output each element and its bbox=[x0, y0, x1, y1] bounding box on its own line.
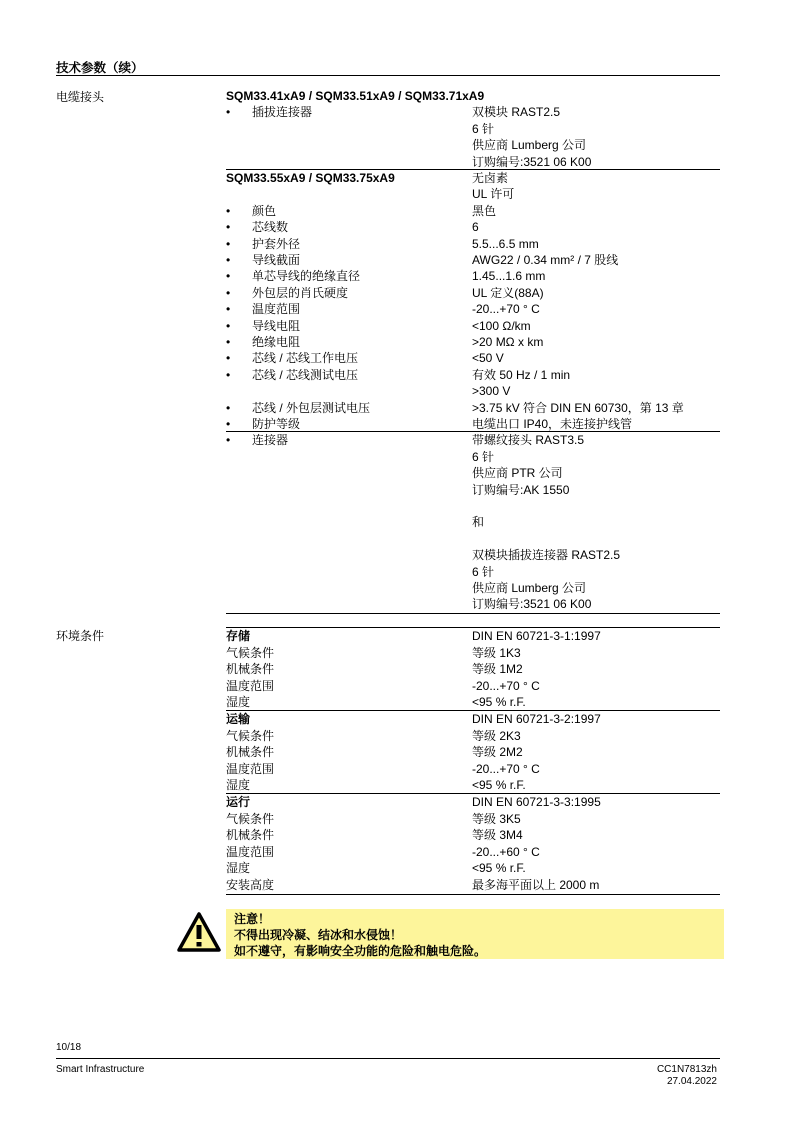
spec-label: 机械条件 bbox=[226, 828, 275, 843]
spec-label: 气候条件 bbox=[226, 728, 275, 743]
spec-value: AWG22 / 0.34 mm² / 7 股线 bbox=[472, 253, 619, 267]
footer-doc-info bbox=[657, 1064, 717, 1088]
spec-row bbox=[226, 531, 720, 548]
spec-label: 防护等级 bbox=[252, 417, 301, 431]
spec-row bbox=[226, 645, 720, 662]
spec-row bbox=[226, 186, 720, 203]
spec-label: 机械条件 bbox=[226, 745, 275, 760]
spec-label: 湿度 bbox=[226, 861, 251, 876]
spec-label: 连接器 bbox=[252, 433, 289, 448]
spec-row bbox=[226, 449, 720, 466]
spec-label: 运输 bbox=[226, 712, 251, 726]
bullet-icon: • bbox=[226, 335, 231, 349]
spec-value: 等级 1K3 bbox=[472, 645, 521, 660]
spec-row bbox=[226, 104, 720, 121]
spec-value: 1.45...1.6 mm bbox=[472, 269, 546, 284]
spec-value: -20...+70 ° C bbox=[472, 302, 540, 317]
spec-value: 供应商 Lumberg 公司 bbox=[472, 581, 587, 595]
spec-row bbox=[226, 400, 720, 417]
warning-title: 注意！ bbox=[234, 912, 271, 926]
spec-value: DIN EN 60721-3-2:1997 bbox=[472, 712, 601, 726]
spec-value: <95 % r.F. bbox=[472, 695, 526, 710]
bullet-icon: • bbox=[226, 318, 231, 333]
footer-rule bbox=[56, 1058, 720, 1059]
bullet-icon: • bbox=[226, 253, 231, 267]
spec-row bbox=[226, 367, 720, 384]
document-date: 27.04.2022 bbox=[666, 1076, 717, 1087]
spec-label: 机械条件 bbox=[226, 662, 275, 677]
bullet-icon: • bbox=[226, 417, 231, 431]
spec-label: 气候条件 bbox=[226, 811, 275, 826]
spec-row bbox=[226, 777, 720, 794]
spec-row bbox=[226, 844, 720, 861]
spec-value: 双模块 RAST2.5 bbox=[472, 105, 561, 120]
spec-label: 芯线 / 芯线测试电压 bbox=[252, 367, 359, 382]
page-number: 10/18 bbox=[56, 1042, 82, 1053]
spec-row bbox=[226, 564, 720, 581]
spec-label: 温度范围 bbox=[252, 302, 301, 317]
spec-row bbox=[226, 350, 720, 367]
spec-label: 插拔连接器 bbox=[252, 105, 313, 120]
spec-value: -20...+70 ° C bbox=[472, 678, 540, 693]
spec-value: UL 定义(88A) bbox=[472, 285, 544, 300]
spec-row bbox=[226, 711, 720, 728]
header-rule bbox=[56, 75, 720, 76]
spec-row bbox=[226, 482, 720, 499]
spec-value: 等级 3M4 bbox=[472, 828, 523, 843]
spec-label: 外包层的肖氏硬度 bbox=[252, 285, 349, 300]
bullet-icon: • bbox=[226, 433, 231, 448]
spec-label: 芯线 / 芯线工作电压 bbox=[252, 351, 359, 366]
spec-row bbox=[226, 498, 720, 515]
spec-value: 双模块插拔连接器 RAST2.5 bbox=[472, 548, 621, 563]
section-label-environment: 环境条件 bbox=[56, 629, 105, 643]
spec-value: 供应商 Lumberg 公司 bbox=[472, 138, 587, 153]
spec-value: DIN EN 60721-3-3:1995 bbox=[472, 795, 601, 809]
spec-label: 单芯导线的绝缘直径 bbox=[252, 269, 361, 284]
spec-row bbox=[226, 154, 720, 171]
spec-row bbox=[226, 219, 720, 236]
bullet-icon: • bbox=[226, 302, 231, 317]
spec-row bbox=[226, 761, 720, 778]
spec-label: 颜色 bbox=[252, 203, 277, 218]
spec-value: 6 针 bbox=[472, 449, 495, 464]
spec-value: >3.75 kV 符合 DIN EN 60730，第 13 章 bbox=[472, 400, 684, 415]
footer-company: Smart Infrastructure bbox=[56, 1064, 145, 1075]
spec-row bbox=[226, 301, 720, 318]
spec-value: 无卤素 bbox=[472, 171, 509, 185]
bullet-icon: • bbox=[226, 269, 231, 284]
spec-value: 等级 3K5 bbox=[472, 811, 521, 826]
table-end-rule bbox=[226, 894, 720, 895]
spec-label: 存储 bbox=[226, 629, 251, 643]
spec-row bbox=[226, 877, 720, 894]
spec-label: SQM33.55xA9 / SQM33.75xA9 bbox=[226, 171, 395, 185]
warning-line-1: 不得出现冷凝、结冰和水侵蚀！ bbox=[234, 928, 403, 942]
spec-row bbox=[226, 285, 720, 302]
spec-value: UL 许可 bbox=[472, 187, 515, 202]
spec-value: 最多海平面以上 2000 m bbox=[472, 878, 600, 892]
section-label-cable: 电缆接头 bbox=[56, 90, 105, 104]
spec-value: <95 % r.F. bbox=[472, 861, 526, 876]
bullet-icon: • bbox=[226, 220, 231, 235]
table-end-rule bbox=[226, 613, 720, 614]
spec-value: 等级 2K3 bbox=[472, 728, 521, 743]
spec-row bbox=[226, 860, 720, 877]
spec-row bbox=[226, 88, 720, 105]
spec-value: >20 MΩ x km bbox=[472, 335, 544, 349]
spec-label: 导线截面 bbox=[252, 253, 301, 267]
bullet-icon: • bbox=[226, 236, 231, 251]
spec-row bbox=[226, 170, 720, 187]
warning-triangle-icon bbox=[176, 911, 222, 953]
spec-row bbox=[226, 514, 720, 531]
spec-value: 订购编号:3521 06 K00 bbox=[472, 597, 592, 612]
spec-row bbox=[226, 794, 720, 811]
spec-label: 安装高度 bbox=[226, 878, 275, 892]
spec-value: >300 V bbox=[472, 384, 511, 399]
spec-label: 绝缘电阻 bbox=[252, 335, 301, 349]
spec-label: 气候条件 bbox=[226, 645, 275, 660]
spec-value: 订购编号:AK 1550 bbox=[472, 482, 570, 497]
bullet-icon: • bbox=[226, 203, 231, 218]
spec-value: DIN EN 60721-3-1:1997 bbox=[472, 629, 601, 643]
spec-row bbox=[226, 383, 720, 400]
spec-row bbox=[226, 268, 720, 285]
spec-label: SQM33.41xA9 / SQM33.51xA9 / SQM33.71xA9 bbox=[226, 89, 485, 103]
spec-row bbox=[226, 334, 720, 351]
spec-row bbox=[226, 811, 720, 828]
spec-row bbox=[226, 137, 720, 154]
bullet-icon: • bbox=[226, 285, 231, 300]
spec-row bbox=[226, 432, 720, 449]
spec-row bbox=[226, 728, 720, 745]
bullet-icon: • bbox=[226, 367, 231, 382]
spec-label: 温度范围 bbox=[226, 844, 275, 859]
spec-row bbox=[226, 252, 720, 269]
spec-value: 黑色 bbox=[472, 203, 497, 218]
bullet-icon: • bbox=[226, 400, 231, 415]
spec-value: 带螺纹接头 RAST3.5 bbox=[472, 433, 585, 448]
spec-row bbox=[226, 678, 720, 695]
spec-label: 湿度 bbox=[226, 778, 251, 793]
spec-value: 和 bbox=[472, 515, 485, 530]
page-title: 技术参数（续） bbox=[56, 61, 144, 75]
spec-label: 温度范围 bbox=[226, 678, 275, 693]
spec-value: 6 bbox=[472, 220, 479, 235]
bullet-icon: • bbox=[226, 105, 231, 120]
spec-row bbox=[226, 547, 720, 564]
spec-value: 订购编号:3521 06 K00 bbox=[472, 154, 592, 169]
spec-row bbox=[226, 628, 720, 645]
spec-row bbox=[226, 580, 720, 597]
spec-row bbox=[226, 318, 720, 335]
bullet-icon: • bbox=[226, 351, 231, 366]
spec-value: <100 Ω/km bbox=[472, 318, 531, 333]
spec-row bbox=[226, 203, 720, 220]
spec-label: 温度范围 bbox=[226, 761, 275, 776]
spec-row bbox=[226, 596, 720, 613]
spec-label: 芯线数 bbox=[252, 220, 289, 235]
spec-label: 芯线 / 外包层测试电压 bbox=[252, 400, 371, 415]
spec-value: 5.5...6.5 mm bbox=[472, 236, 539, 251]
spec-value: 等级 1M2 bbox=[472, 662, 523, 677]
spec-value: 电缆出口 IP40，未连接护线管 bbox=[472, 417, 633, 431]
spec-value: -20...+70 ° C bbox=[472, 761, 540, 776]
spec-row bbox=[226, 661, 720, 678]
spec-value: -20...+60 ° C bbox=[472, 844, 540, 859]
warning-line-2: 如不遵守，有影响安全功能的危险和触电危险。 bbox=[234, 944, 487, 958]
document-number: CC1N7813zh bbox=[656, 1064, 717, 1075]
spec-value: <50 V bbox=[472, 351, 504, 366]
spec-row bbox=[226, 694, 720, 711]
spec-row bbox=[226, 827, 720, 844]
spec-value: 6 针 bbox=[472, 121, 495, 136]
spec-value: 6 针 bbox=[472, 564, 495, 579]
spec-row bbox=[226, 236, 720, 253]
spec-row bbox=[226, 416, 720, 433]
spec-row bbox=[226, 744, 720, 761]
spec-value: 供应商 PTR 公司 bbox=[472, 466, 563, 481]
spec-value: <95 % r.F. bbox=[472, 778, 526, 793]
spec-label: 湿度 bbox=[226, 695, 251, 710]
spec-row bbox=[226, 121, 720, 138]
spec-label: 导线电阻 bbox=[252, 318, 301, 333]
table-top-rule bbox=[226, 627, 720, 628]
spec-label: 运行 bbox=[226, 795, 251, 809]
spec-value: 有效 50 Hz / 1 min bbox=[472, 367, 571, 382]
spec-value: 等级 2M2 bbox=[472, 745, 523, 760]
spec-label: 护套外径 bbox=[252, 236, 301, 251]
spec-row bbox=[226, 465, 720, 482]
